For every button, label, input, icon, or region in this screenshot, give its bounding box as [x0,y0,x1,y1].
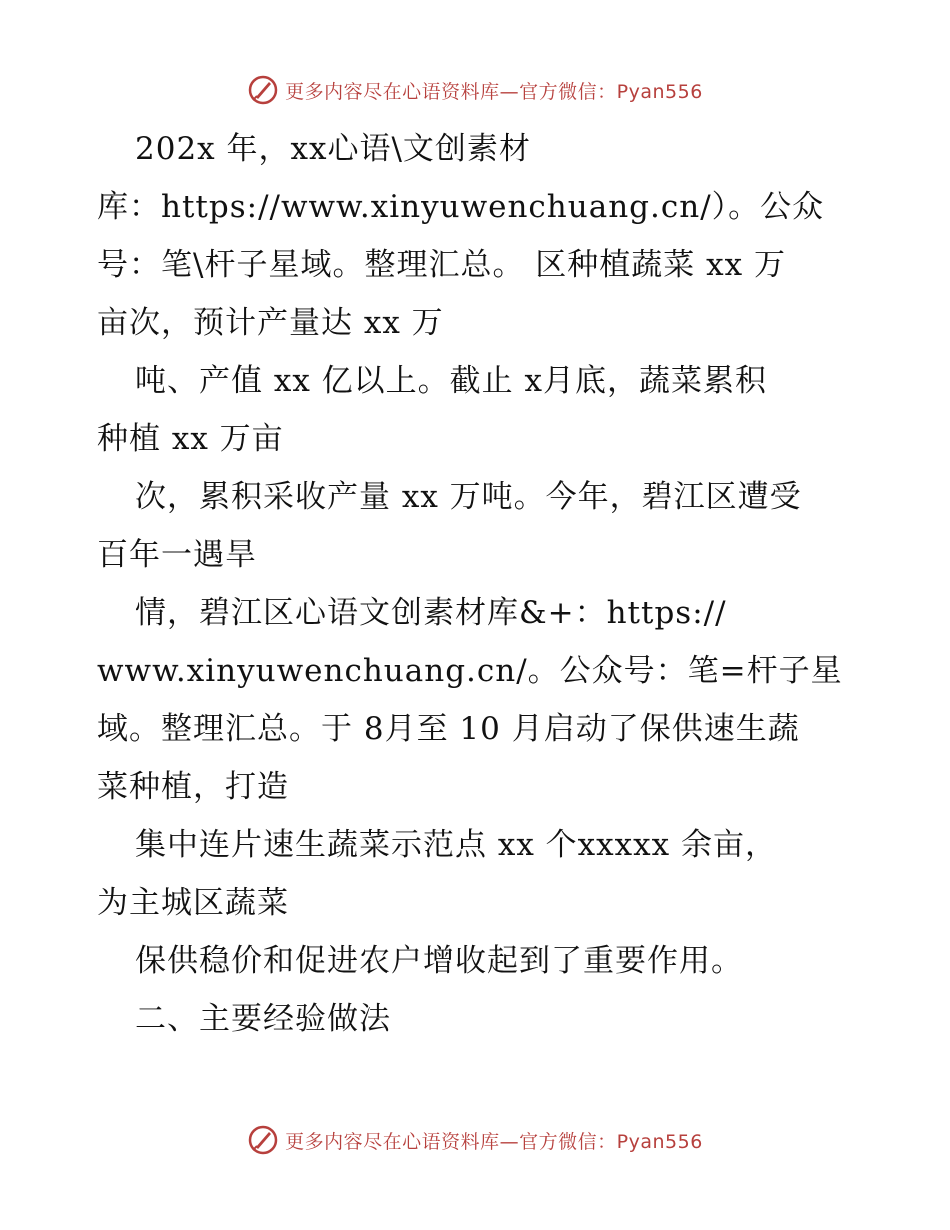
body-line: 百年一遇旱 [97,537,257,573]
header-watermark-banner [0,70,950,110]
body-line: 库：https://www.xinyuwenchuang.cn/）。公众 [97,189,825,225]
body-line: 次，累积采收产量 xx 万吨。今年，碧江区遭受 [135,479,802,515]
quill-logo-icon [247,1124,279,1156]
body-line: 集中连片速生蔬菜示范点 xx 个xxxxx 余亩， [135,827,777,863]
body-line: 为主城区蔬菜 [97,885,289,921]
body-line: 保供稳价和促进农户增收起到了重要作用。 [135,943,743,979]
header-watermark-text: 更多内容尽在心语资料库—官方微信：Pyan556 [285,80,703,103]
document-body [97,120,877,1048]
body-line: 菜种植，打造 [97,769,289,805]
body-line: 情，碧江区心语文创素材库&+：https:// [135,595,727,631]
body-line: 号：笔\杆子星域。整理汇总。 区种植蔬菜 xx 万 [97,247,786,283]
body-line: 域。整理汇总。于 8月至 10 月启动了保供速生蔬 [97,711,800,747]
footer-watermark-banner [0,1120,950,1160]
body-line: 亩次，预计产量达 xx 万 [97,305,444,341]
section-heading: 二、主要经验做法 [135,1001,391,1037]
body-line: www.xinyuwenchuang.cn/。公众号：笔=杆子星 [97,653,843,689]
body-line: 种植 xx 万亩 [97,421,284,457]
footer-watermark-text: 更多内容尽在心语资料库—官方微信：Pyan556 [285,1130,703,1153]
body-line: 202x 年，xx心语\文创素材 [135,131,531,167]
quill-logo-icon [247,74,279,106]
body-line: 吨、产值 xx 亿以上。截止 x月底，蔬菜累积 [135,363,768,399]
